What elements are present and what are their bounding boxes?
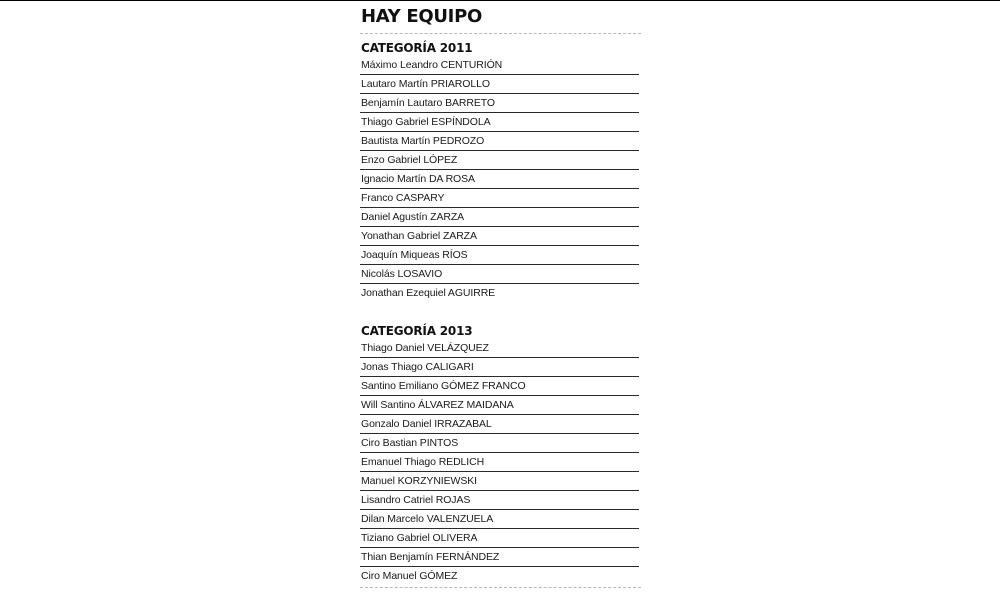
player-row: Jonathan Ezequiel AGUIRRE [361,287,496,299]
section-heading: CATEGORÍA 2013 [361,324,473,338]
player-row: Ignacio Martín DA ROSA [360,170,639,189]
player-row: Franco CASPARY [360,189,639,208]
top-border-line [0,0,1000,1]
section-category-2011 [360,40,641,302]
player-row: Yonathan Gabriel ZARZA [360,227,639,246]
player-row: Máximo Leandro CENTURIÓN [360,56,639,75]
player-row: Ciro Bastian PINTOS [360,434,639,453]
player-row: Thiago Daniel VELÁZQUEZ [360,339,639,358]
player-list [360,339,641,585]
player-row: Emanuel Thiago REDLICH [360,453,639,472]
player-row: Ciro Manuel GÓMEZ [361,570,458,582]
bottom-divider [360,587,641,588]
section-heading: CATEGORÍA 2011 [361,41,473,55]
player-row: Bautista Martín PEDROZO [360,132,639,151]
player-row: Enzo Gabriel LÓPEZ [360,151,639,170]
player-row: Nicolás LOSAVIO [360,265,639,284]
section-category-2013 [360,323,641,588]
player-row: Lautaro Martín PRIAROLLO [360,75,639,94]
page-title: HAY EQUIPO [361,6,482,27]
player-row: Lisandro Catriel ROJAS [360,491,639,510]
team-roster-column [360,5,641,588]
player-row: Dilan Marcelo VALENZUELA [360,510,639,529]
player-row: Santino Emiliano GÓMEZ FRANCO [360,377,639,396]
player-row: Gonzalo Daniel IRRAZABAL [360,415,639,434]
title-divider [360,33,641,34]
player-row: Tiziano Gabriel OLIVERA [360,529,639,548]
player-row: Thian Benjamín FERNÁNDEZ [360,548,639,567]
player-row: Thiago Gabriel ESPÍNDOLA [360,113,639,132]
player-row: Manuel KORZYNIEWSKI [360,472,639,491]
player-row: Benjamín Lautaro BARRETO [360,94,639,113]
player-row: Daniel Agustín ZARZA [360,208,639,227]
player-list [360,56,641,302]
player-row: Jonas Thiago CALIGARI [360,358,639,377]
player-row: Will Santino ÁLVAREZ MAIDANA [360,396,639,415]
player-row: Joaquín Miqueas RÍOS [360,246,639,265]
